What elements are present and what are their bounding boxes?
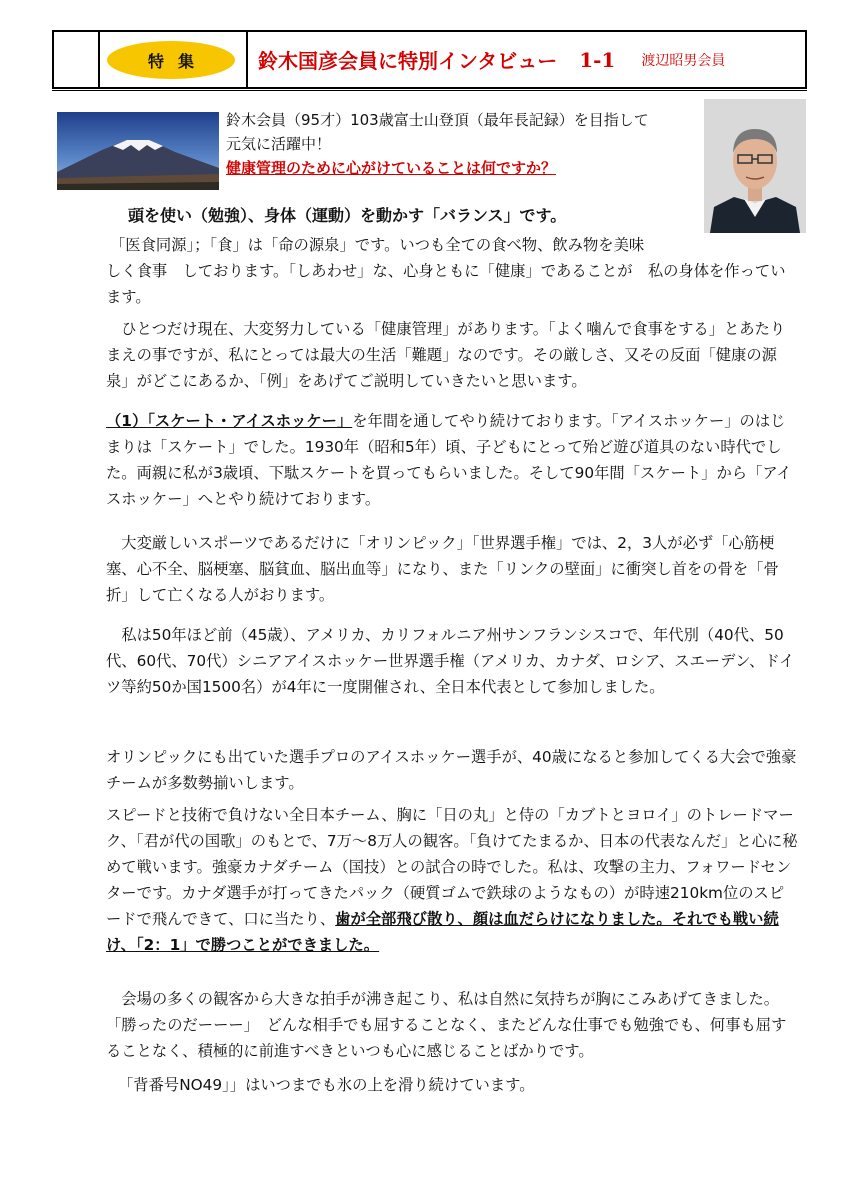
- interview-answer: 頭を使い（勉強）、身体（運動）を動かす「バランス」です。: [128, 206, 567, 225]
- header-badge-cell: [100, 32, 248, 87]
- paragraph-2: ひとつだけ現在、大変努力している「健康管理」があります。「よく噛んで食事をする」とあたりまえの事ですが、私にとっては最大の生活「難題」なのです。その厳しさ、又その反面「健康の源泉」がどこにあるか、「例」をあげてご説明していきたいと思います。: [106, 320, 786, 390]
- portrait-photo: [704, 99, 806, 233]
- header-rule: [52, 90, 807, 91]
- paragraph-3-text: を年間を通してやり続けております。「アイスホッケー」のはじまりは「スケート」でした。1930年（昭和5年）頃、子どもにとって殆ど遊び道具のない時代でした。両親に私が3歳頃、下駄スケートを買ってもらいました。そして90年間「スケート」から「アイスホッケー」へとやり続けております。: [106, 412, 792, 508]
- paragraph-1b: しく食事 しております。「しあわせ」な、心身ともに「健康」であることが 私の身体を作っています。: [106, 262, 786, 306]
- paragraph-7-emphasis: 歯が全部飛び散り、顔は血だらけになりました。それでも戦い続け、「2：1」で勝つことができました。: [106, 910, 779, 954]
- paragraph-4: 大変厳しいスポーツであるだけに「オリンピック」「世界選手権」では、2，3人が必ず「心筋梗塞、心不全、脳梗塞、脳貧血、脳出血等」になり、また「リンクの壁面」に衝突し首をの骨を「骨折」して亡くなる人がおります。: [106, 534, 779, 604]
- paragraph-8: 会場の多くの観客から大きな拍手が沸き起こり、私は自然に気持ちが胸にこみあげてきました。「勝ったのだーーー」 どんな相手でも屈することなく、またどんな仕事でも勉強でも、何事も屈することなく、積極的に前進すべきといつも心に感じることばかりです。: [106, 990, 787, 1060]
- article-title: 鈴木国彦会員に特別インタビュー: [258, 49, 558, 73]
- intro-block: [226, 108, 696, 180]
- interview-question: 健康管理のために心がけていることは何ですか？: [226, 159, 557, 177]
- intro-line-1: 鈴木会員（95才）103歳富士山登頂（最年長記録）を目指して: [226, 111, 649, 129]
- paragraph-1a: 「医食同源」；「食」は「命の源泉」です。いつも全ての食べ物、飲み物を美味: [110, 236, 645, 254]
- intro-line-2: 元気に活躍中！: [226, 135, 332, 153]
- item-label: （1）: [106, 412, 148, 430]
- article-author: 渡辺昭男会員: [641, 52, 726, 69]
- header-blank-cell: [54, 32, 100, 87]
- article-number: 1-1: [579, 47, 616, 72]
- feature-badge: 特集: [107, 41, 235, 79]
- header-title-cell: [248, 32, 805, 87]
- sport-name: 「スケート・アイスホッケー」: [147, 412, 353, 430]
- paragraph-3: [106, 408, 798, 512]
- mount-fuji-photo: [57, 112, 219, 190]
- article-header: [52, 30, 807, 89]
- paragraph-9: 「背番号NO49」」はいつまでも氷の上を滑り続けています。: [118, 1076, 535, 1094]
- paragraph-5: 私は50年ほど前（45歳）、アメリカ、カリフォルニア州サンフランシスコで、年代別（40代、50代、60代、70代）シニアアイスホッケー世界選手権（アメリカ、カナダ、ロシア、スエーデン、ドイツ等約50か国1500名）が4年に一度開催され、全日本代表として参加しました。: [106, 626, 795, 696]
- paragraph-6: オリンピックにも出ていた選手プロのアイスホッケー選手が、40歳になると参加してくる大会で強豪チームが多数勢揃いします。: [106, 748, 797, 792]
- paragraph-7-text: スピードと技術で負けない全日本チーム、胸に「日の丸」と侍の「カブトとヨロイ」のトレードマーク、「君が代の国歌」のもとで、7万～8万人の観客。「負けてたまるか、日本の代表なんだ」と心に秘めて戦います。強豪カナダチーム（国技）との試合の時でした。私は、攻撃の主力、フォワードセンターです。カナダ選手が打ってきたパック（硬質ゴムで鉄球のようなもの）が時速210km位のスピードで飛んできて、口に当たり、: [106, 806, 798, 928]
- paragraph-7: [106, 802, 798, 958]
